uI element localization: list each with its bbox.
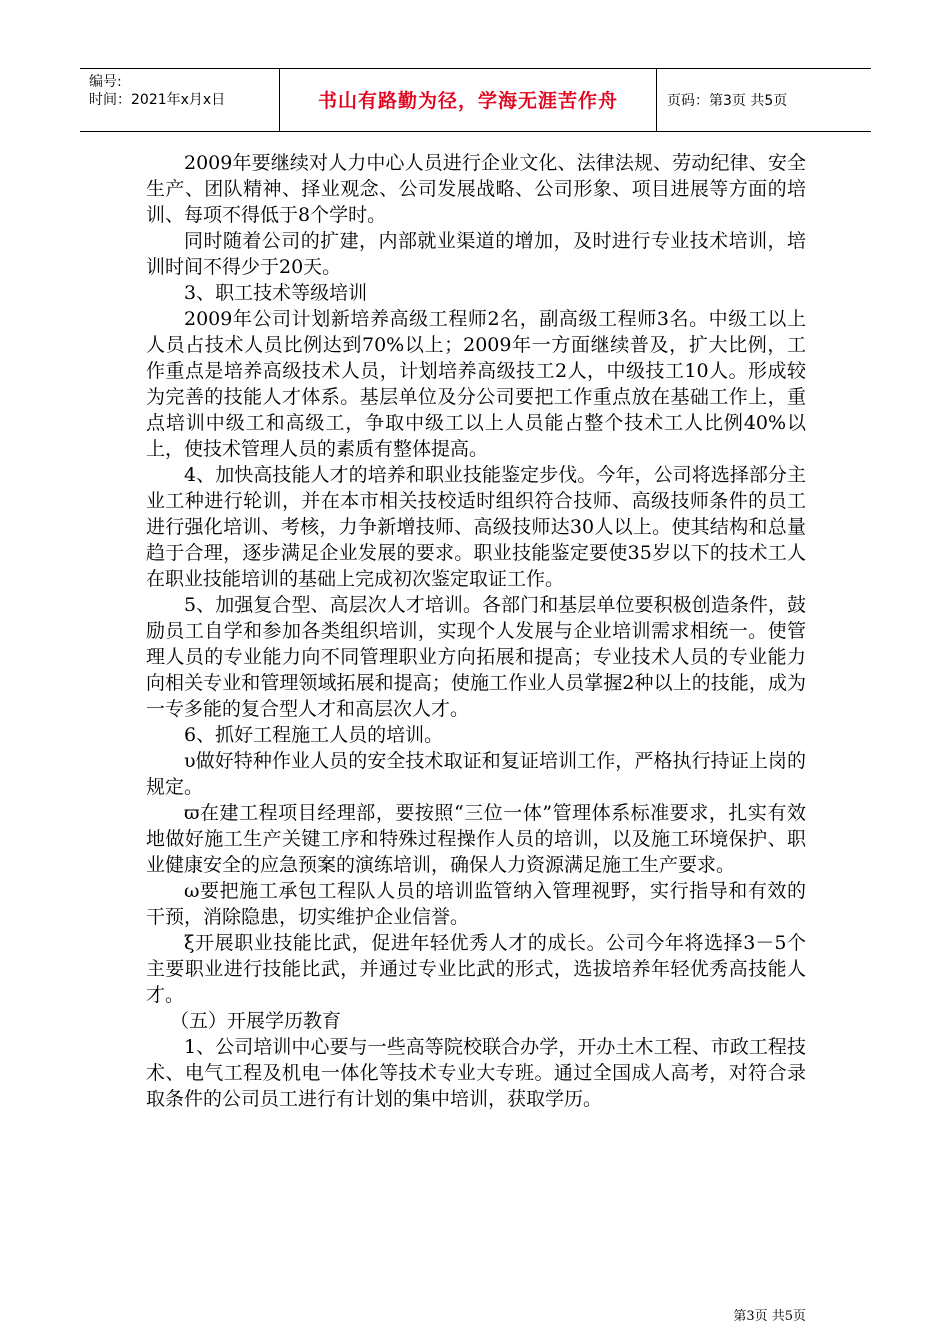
bullet-paragraph: ξ开展职业技能比武，促进年轻优秀人才的成长。公司今年将选择3－5个主要职业进行技能比武，并通过专业比武的形式，选拔培养年轻优秀高技能人才。 xyxy=(146,932,806,1006)
date-line: 时间：2021年x月x日 xyxy=(89,92,226,108)
section-heading: （五）开展学历教育 xyxy=(170,1010,342,1032)
serial-number-label: 编号: xyxy=(89,74,122,90)
header-motto-cell xyxy=(280,69,657,131)
document-body xyxy=(146,150,806,1112)
header-page-cell xyxy=(657,69,871,131)
paragraph: 同时随着公司的扩建，内部就业渠道的增加，及时进行专业技术培训，培训时间不得少于20天。 xyxy=(146,230,806,278)
paragraph: 4、加快高技能人才的培养和职业技能鉴定步伐。今年，公司将选择部分主业工种进行轮训，并在本市相关技校适时组织符合技师、高级技师条件的员工进行强化培训、考核，力争新增技师、高级技师达30人以上。使其结构和总量趋于合理，逐步满足企业发展的要求。职业技能鉴定要使35岁以下的技术工人在职业技能培训的基础上完成初次鉴定取证工作。 xyxy=(146,464,806,590)
paragraph: 2009年公司计划新培养高级工程师2名，副高级工程师3名。中级工以上人员占技术人员比例达到70%以上；2009年一方面继续普及，扩大比例，工作重点是培养高级技术人员，计划培养高级技工2人，中级技工10人。形成较为完善的技能人才体系。基层单位及分公司要把工作重点放在基础工作上，重点培训中级工和高级工，争取中级工以上人员能占整个技术工人比例40%以上，使技术管理人员的素质有整体提高。 xyxy=(146,308,806,460)
motto: 书山有路勤为径，学海无涯苦作舟 xyxy=(317,90,618,112)
section-heading: 6、抓好工程施工人员的培训。 xyxy=(184,724,444,746)
header-page-info: 页码：第3页 共5页 xyxy=(667,93,788,109)
bullet-paragraph: ϖ在建工程项目经理部，要按照“三位一体”管理体系标准要求，扎实有效地做好施工生产关键工序和特殊过程操作人员的培训，以及施工环境保护、职业健康安全的应急预案的演练培训，确保人力资源满足施工生产要求。 xyxy=(146,802,806,876)
paragraph: 2009年要继续对人力中心人员进行企业文化、法律法规、劳动纪律、安全生产、团队精神、择业观念、公司发展战略、公司形象、项目进展等方面的培训、每项不得低于8个学时。 xyxy=(146,152,806,226)
bullet-paragraph: ω要把施工承包工程队人员的培训监管纳入管理视野，实行指导和有效的干预，消除隐患，切实维护企业信誉。 xyxy=(146,880,806,928)
paragraph: 1、公司培训中心要与一些高等院校联合办学，开办土木工程、市政工程技术、电气工程及机电一体化等技术专业大专班。通过全国成人高考，对符合录取条件的公司员工进行有计划的集中培训，获取学历。 xyxy=(146,1036,806,1110)
page-header xyxy=(80,68,871,132)
header-meta-cell xyxy=(80,69,280,131)
bullet-paragraph: υ做好特种作业人员的安全技术取证和复证培训工作，严格执行持证上岗的规定。 xyxy=(146,750,806,798)
paragraph: 5、加强复合型、高层次人才培训。各部门和基层单位要积极创造条件，鼓励员工自学和参加各类组织培训，实现个人发展与企业培训需求相统一。使管理人员的专业能力向不同管理职业方向拓展和提高；专业技术人员的专业能力向相关专业和管理领域拓展和提高；使施工作业人员掌握2种以上的技能，成为一专多能的复合型人才和高层次人才。 xyxy=(146,594,806,720)
footer-page-info: 第3页 共5页 xyxy=(733,1309,806,1324)
section-heading: 3、职工技术等级培训 xyxy=(184,282,368,304)
